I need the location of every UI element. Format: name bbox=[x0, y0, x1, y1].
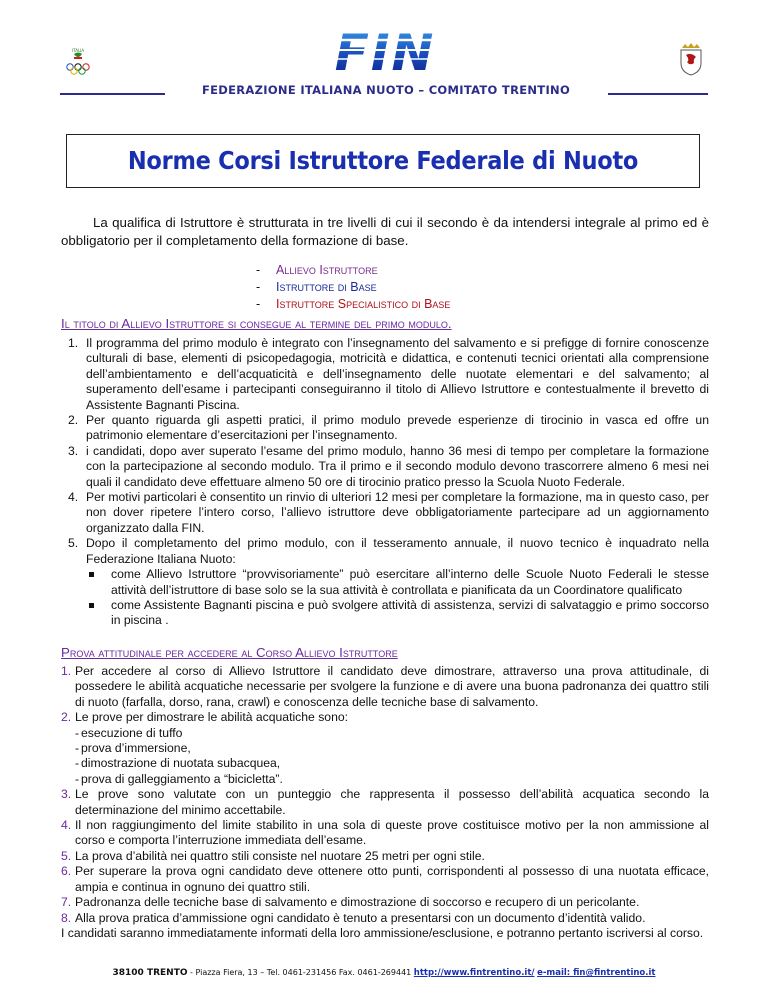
bullet-text: come Assistente Bagnanti piscina e può svolgere attività di assistenza, servizi di salvataggio e primo soccorso in piscina . bbox=[111, 597, 709, 628]
list-item: 4. Per motivi particolari è consentito un rinvio di ulteriori 12 mesi per completare la formazione, ma in questo caso, per non dover ripetere l’intero corso, l’allievo istruttore deve obbligatoriamente partecipare ad un aggiornamento organizzato dalla FIN. bbox=[68, 490, 709, 535]
level-label: Istruttore Specialistico di Base bbox=[276, 297, 451, 311]
test-item: - prova di galleggiamento a “bicicletta”. bbox=[75, 771, 283, 786]
list-item-text: Il programma del primo modulo è integrato con l’insegnamento del salvamento e si prefigge di fornire conoscenze culturali di base, elementi di psicopedagogia, motricità e didattica, e contenuti tecnici orientati alla comprensione dell’ambientamento e dell’acquaticità e dell’insegnamento delle nuotate elementari e del salvamento; al superamento dell’esame i partecipanti conseguiranno il titolo di Allievo Istruttore e contestualmente il brevetto di Assistente Bagnanti Piscina. bbox=[86, 336, 709, 412]
list-item: 1. Per accedere al corso di Allievo Istruttore il candidato deve dimostrare, attraverso una prova attitudinale, di possedere le abilità acquatiche necessarie per svolgere la funzione e di avere una buona padronanza dei quattro stili di nuoto (farfalla, dorso, rana, crawl) e conoscenza delle tecniche base di salvamento. bbox=[61, 664, 709, 709]
list-item: 2. Per quanto riguarda gli aspetti pratici, il primo modulo prevede esperienze di tirocinio in vasca ed offre un patrimonio elementare d’esercitazioni per l’insegnamento. bbox=[68, 413, 709, 443]
list-item-text: Per superare la prova ogni candidato deve ottenere otto punti, corrispondenti al possesso di una nuotata efficace, ampia e continua in ognuno dei quattro stili. bbox=[75, 864, 709, 894]
page-title: Norme Corsi Istruttore Federale di Nuoto bbox=[127, 146, 639, 175]
intro-paragraph: La qualifica di Istruttore è strutturata in tre livelli di cui il secondo è da intendersi integrale al primo ed è obbligatorio per il completamento della formazione di base. bbox=[61, 215, 709, 248]
level-item: - Allievo Istruttore bbox=[256, 263, 378, 277]
coni-logo-text: ITALIA bbox=[71, 48, 85, 53]
test-item: - dimostrazione di nuotata subacquea, bbox=[75, 756, 281, 771]
section2-list bbox=[61, 664, 709, 941]
bullet-item bbox=[61, 567, 709, 598]
level-item: - Istruttore Specialistico di Base bbox=[256, 297, 451, 311]
bullet-text: come Allievo Istruttore “provvisoriamente” può esercitare all’interno delle Scuole Nuoto Federali le stesse attività dell’istruttore di base solo se la sua attività è controllata e pianificata da un Coordinatore qualificato bbox=[111, 567, 709, 597]
list-item: 6. Per superare la prova ogni candidato deve ottenere otto punti, corrispondenti al possesso di una nuotata efficace, ampia e continua in ognuno dei quattro stili. bbox=[61, 864, 709, 894]
fin-logo-icon bbox=[330, 26, 440, 80]
trentino-coat-of-arms-icon bbox=[678, 42, 704, 76]
list-item: 3. i candidati, dopo aver superato l’esame del primo modulo, hanno 36 mesi di tempo per completare la formazione con la partecipazione al secondo modulo. Tra il primo e il secondo modulo devono trascorrere almeno 6 mesi nei quali il candidato deve effettuare almeno 50 ore di tirocinio pratico presso la Scuola Nuoto Federale. bbox=[68, 443, 709, 489]
section-heading: Il titolo di Allievo Istruttore si consegue al termine del primo modulo. bbox=[61, 316, 452, 331]
list-item: 3. Le prove sono valutate con un punteggio che rappresenta il possesso dell’abilità acquatica secondo la determinazione del minimo accettabile. bbox=[61, 787, 709, 817]
list-item: 1. Il programma del primo modulo è integrato con l’insegnamento del salvamento e si prefigge di fornire conoscenze culturali di base, elementi di psicopedagogia, motricità e didattica, e contenuti tecnici orientati alla comprensione dell’ambientamento e dell’acquaticità e dell’insegnamento delle nuotate elementari e del salvamento; al superamento dell’esame i partecipanti conseguiranno il titolo di Allievo Istruttore e contestualmente il brevetto di Assistente Bagnanti Piscina. bbox=[68, 336, 709, 412]
list-item: 5. La prova d’abilità nei quattro stili consiste nel nuotare 25 metri per ogni stile. bbox=[61, 848, 485, 863]
list-item-text: i candidati, dopo aver superato l’esame del primo modulo, hanno 36 mesi di tempo per completare la formazione con la partecipazione al secondo modulo. Tra il primo e il secondo modulo devono trascorrere almeno 6 mesi nei quali il candidato deve effettuare almeno 50 ore di tirocinio pratico presso la Scuola Nuoto Federale. bbox=[86, 443, 709, 489]
title-box bbox=[66, 134, 700, 188]
test-text: esecuzione di tuffo bbox=[81, 725, 183, 740]
list-item-text: Alla prova pratica d’ammissione ogni candidato è tenuto a presentarsi con un documento d’identità valido. bbox=[75, 910, 646, 925]
bullet-item bbox=[61, 598, 709, 629]
level-label: Istruttore di Base bbox=[276, 280, 377, 294]
footer-city: 38100 TRENTO bbox=[112, 968, 188, 978]
list-item-text: Le prove sono valutate con un punteggio che rappresenta il possesso dell’abilità acquatica secondo la determinazione del minimo accettabile. bbox=[75, 787, 709, 817]
section-heading: Prova attitudinale per accedere al Corso Allievo Istruttore bbox=[61, 645, 398, 660]
footer-address: - Piazza Fiera, 13 – Tel. 0461-231456 Fax. 0461-269441 bbox=[190, 968, 412, 977]
test-text: prova di galleggiamento a “bicicletta”. bbox=[81, 771, 283, 786]
list-item-text: Per motivi particolari è consentito un rinvio di ulteriori 12 mesi per completare la formazione, ma in questo caso, per non dover ripetere l’intero corso, l’allievo istruttore deve obbligatoriamente partecipare ad un aggiornamento organizzato dalla FIN. bbox=[86, 490, 709, 535]
levels-list bbox=[256, 262, 450, 313]
list-item-text: Per quanto riguarda gli aspetti pratici, il primo modulo prevede esperienze di tirocinio in vasca ed offre un patrimonio elementare d’esercitazioni per l’insegnamento. bbox=[86, 413, 709, 443]
bullet-square-icon bbox=[89, 572, 94, 577]
list-item-text: Dopo il completamento del primo modulo, con il tesseramento annuale, il nuovo tecnico è inquadrato nella Federazione Italiana Nuoto: bbox=[86, 536, 709, 566]
list-item: 5. Dopo il completamento del primo modulo, con il tesseramento annuale, il nuovo tecnico è inquadrato nella Federazione Italiana Nuoto: bbox=[68, 536, 709, 566]
letterhead bbox=[0, 0, 768, 110]
email-link[interactable]: e-mail: fin@fintrentino.it bbox=[537, 968, 656, 978]
banner-rule-right bbox=[608, 93, 708, 95]
test-text: prova d’immersione, bbox=[81, 741, 191, 756]
closing-paragraph: I candidati saranno immediatamente informati della loro ammissione/esclusione, e potranno pertanto iscriversi al corso. bbox=[61, 925, 704, 940]
website-link[interactable]: http://www.fintrentino.it/ bbox=[413, 968, 535, 978]
fin-logo-text: FIN bbox=[334, 26, 436, 80]
test-item: - esecuzione di tuffo bbox=[75, 725, 183, 740]
coni-olympic-logo-icon bbox=[64, 46, 92, 76]
bullet-square-icon bbox=[89, 603, 94, 608]
list-item-text: Le prove per dimostrare le abilità acquatiche sono: bbox=[75, 710, 349, 725]
list-item: 8. Alla prova pratica d’ammissione ogni candidato è tenuto a presentarsi con un documento d’identità valido. bbox=[61, 910, 646, 925]
level-item: - Istruttore di Base bbox=[256, 280, 377, 294]
banner-rule-left bbox=[60, 93, 165, 95]
footer bbox=[0, 968, 768, 978]
list-item-text: Per accedere al corso di Allievo Istruttore il candidato deve dimostrare, attraverso una prova attitudinale, di possedere le abilità acquatiche necessarie per svolgere la funzione e di avere una buona padronanza dei quattro stili di nuoto (farfalla, dorso, rana, crawl) e conoscenza delle tecniche base di salvamento. bbox=[75, 664, 709, 709]
list-item: 2. Le prove per dimostrare le abilità acquatiche sono: bbox=[61, 710, 349, 725]
test-item: - prova d’immersione, bbox=[75, 741, 191, 756]
list-item: 4. Il non raggiungimento del limite stabilito in una sola di queste prove costituisce motivo per la non ammissione al corso e comporta l’interruzione immediata dell’esame. bbox=[61, 818, 709, 848]
list-item: 7. Padronanza delle tecniche base di salvamento e dimostrazione di soccorso e recupero di un pericolante. bbox=[61, 895, 640, 910]
list-item-text: Il non raggiungimento del limite stabilito in una sola di queste prove costituisce motivo per la non ammissione al corso e comporta l’interruzione immediata dell’esame. bbox=[75, 818, 709, 848]
federation-name: FEDERAZIONE ITALIANA NUOTO – COMITATO TRENTINO bbox=[201, 83, 571, 97]
list-item-text: La prova d’abilità nei quattro stili consiste nel nuotare 25 metri per ogni stile. bbox=[75, 848, 485, 863]
test-text: dimostrazione di nuotata subacquea, bbox=[81, 756, 281, 771]
level-label: Allievo Istruttore bbox=[276, 263, 378, 277]
federation-banner bbox=[60, 83, 708, 97]
list-item-text: Padronanza delle tecniche base di salvamento e dimostrazione di soccorso e recupero di un pericolante. bbox=[75, 895, 640, 910]
section1-list bbox=[61, 336, 709, 629]
